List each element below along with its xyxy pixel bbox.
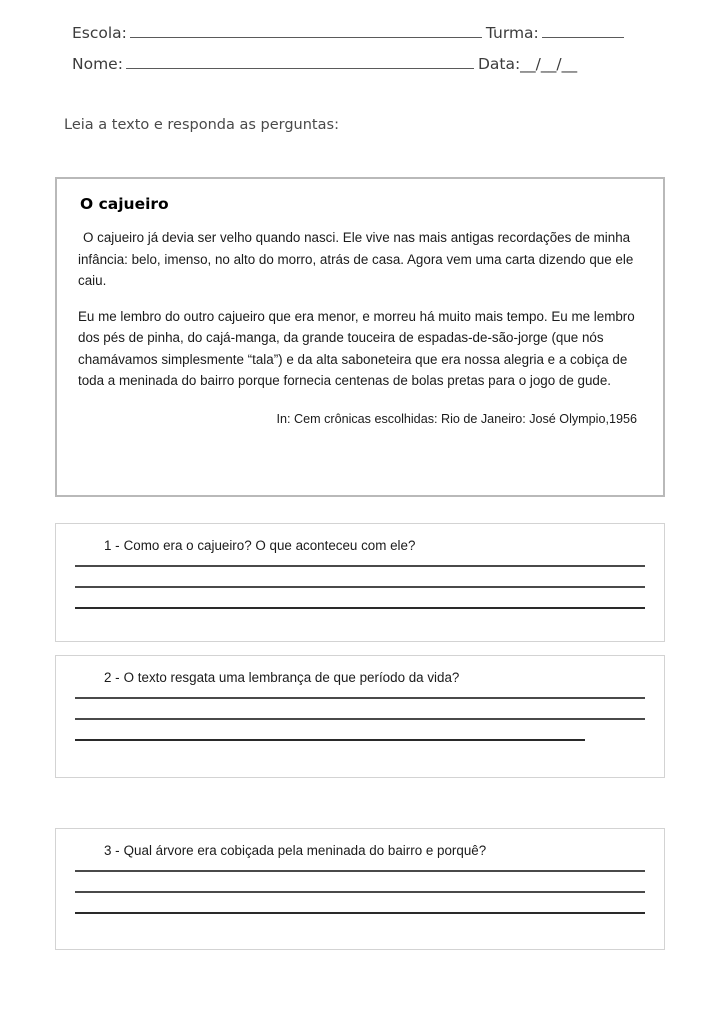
question-3-number: 3 - <box>104 843 120 858</box>
answer-line[interactable] <box>75 718 645 720</box>
turma-input-rule[interactable] <box>542 24 624 38</box>
question-box-2 <box>55 655 665 778</box>
header-row-escola-turma <box>72 24 652 42</box>
question-2-prompt: O texto resgata uma lembrança de que período da vida? <box>123 670 460 685</box>
question-3-answer-area[interactable] <box>75 870 645 933</box>
escola-label: Escola: <box>72 24 127 42</box>
question-1-text <box>104 538 415 553</box>
question-2-answer-area[interactable] <box>75 697 645 760</box>
passage-source: In: Cem crônicas escolhidas: Rio de Janeiro: José Olympio,1956 <box>276 411 637 426</box>
passage-box <box>55 177 665 497</box>
question-1-number: 1 - <box>104 538 120 553</box>
nome-input-rule[interactable] <box>126 55 474 69</box>
question-2-text <box>104 670 459 685</box>
header-row-nome-data <box>72 55 652 73</box>
data-label: Data: <box>477 55 521 73</box>
question-1-prompt: Como era o cajueiro? O que aconteceu com ele? <box>123 538 416 553</box>
passage-paragraph-1: O cajueiro já devia ser velho quando nasci. Ele vive nas mais antigas recordações de minha infância: belo, imenso, no alto do morro, atrás de casa. Agora vem uma carta dizendo que ele caiu. <box>78 230 634 288</box>
question-1-answer-area[interactable] <box>75 565 645 628</box>
question-2-number: 2 - <box>104 670 120 685</box>
answer-line[interactable] <box>75 565 645 567</box>
student-header <box>72 24 652 86</box>
escola-input-rule[interactable] <box>130 24 482 38</box>
instruction-text: Leia a texto e responda as perguntas: <box>64 117 339 133</box>
turma-label: Turma: <box>485 24 539 42</box>
question-box-3 <box>55 828 665 950</box>
answer-line[interactable] <box>75 697 645 699</box>
answer-line[interactable] <box>75 739 585 741</box>
passage-title: O cajueiro <box>80 195 169 213</box>
answer-line[interactable] <box>75 607 645 609</box>
question-3-prompt: Qual árvore era cobiçada pela meninada do bairro e porquê? <box>123 843 487 858</box>
passage-paragraph-2: Eu me lembro do outro cajueiro que era menor, e morreu há muito mais tempo. Eu me lembro dos pés de pinha, do cajá-manga, da grande touceira de espadas-de-são-jorge (que nós chamávamos simplesmente “tala”) e da alta saboneteira que era nossa alegria e a cobiça de toda a meninada do bairro porque fornecia centenas de bolas pretas para o jogo de gude. <box>78 308 635 388</box>
passage-content <box>57 179 663 426</box>
question-3-text <box>104 843 486 858</box>
question-box-1 <box>55 523 665 642</box>
answer-line[interactable] <box>75 891 645 893</box>
answer-line[interactable] <box>75 870 645 872</box>
nome-label: Nome: <box>72 55 123 73</box>
answer-line[interactable] <box>75 912 645 914</box>
answer-line[interactable] <box>75 586 645 588</box>
data-input-slots[interactable]: __/__/__ <box>520 55 578 73</box>
